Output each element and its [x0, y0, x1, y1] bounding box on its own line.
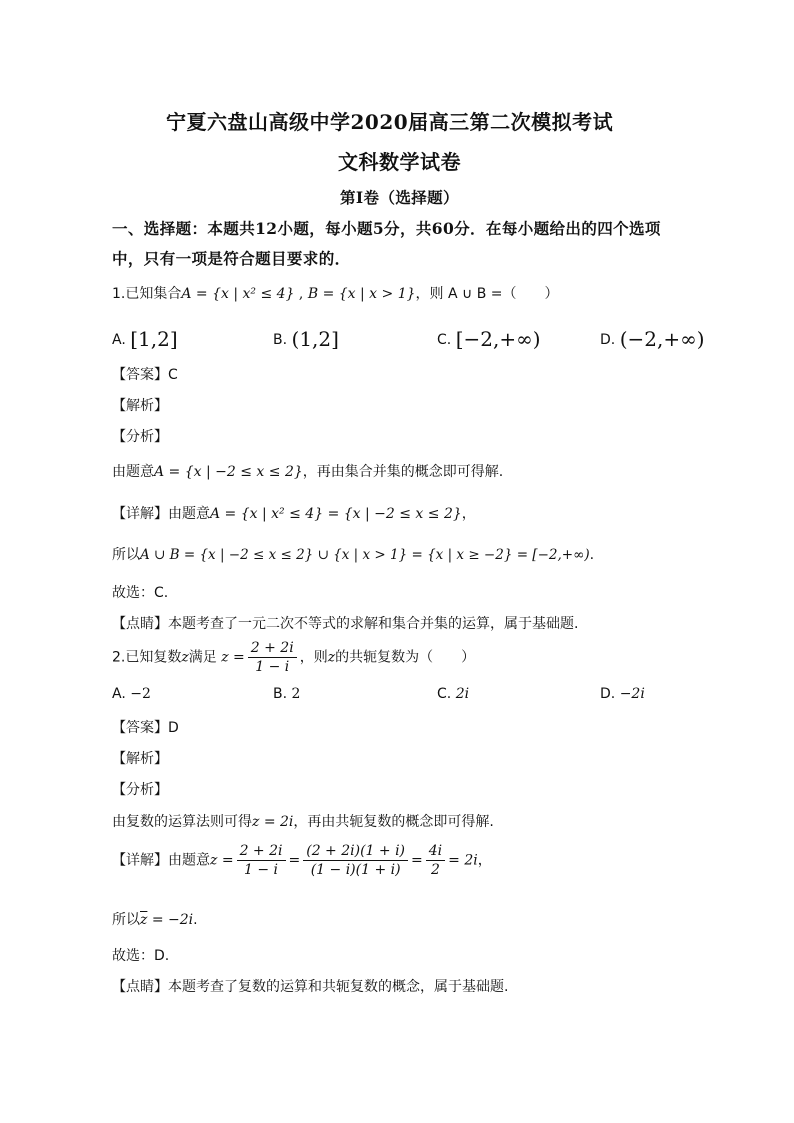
- formula-result: = 2i: [448, 852, 478, 869]
- equals-sign: =: [411, 852, 423, 869]
- q1-comma: ,: [294, 286, 308, 302]
- text: ，再由共轭复数的概念即可得解.: [293, 814, 494, 830]
- detail-tag: 【详解】: [112, 852, 168, 869]
- q2-stem: [112, 639, 475, 676]
- q1-set-a: A = {x | x² ≤ 4}: [181, 286, 295, 302]
- section-instructions-line1: 一、选择题：本题共12小题，每小题5分，共60分．在每小题给出的四个选项: [112, 219, 661, 238]
- q1-option-d: [600, 327, 705, 351]
- q1-prefix: 1.已知集合: [112, 286, 182, 302]
- text: .: [589, 547, 595, 563]
- q2-fenxi: [112, 811, 494, 831]
- fraction-denominator: 1 − i: [255, 659, 290, 675]
- fraction-denominator: 2: [431, 862, 440, 878]
- fraction-1: [237, 842, 286, 879]
- answer-tag: 【答案】: [112, 720, 168, 736]
- detail-tag: 【详解】: [112, 506, 168, 522]
- q1-set-b: B = {x | x > 1}: [307, 286, 416, 302]
- q2-comment: [112, 976, 508, 996]
- q2-option-b: [273, 686, 300, 702]
- option-label: B.: [273, 332, 288, 348]
- fraction-denominator: 1 − i: [244, 862, 279, 878]
- q2-option-a: [112, 686, 151, 702]
- answer-value: C: [168, 367, 178, 383]
- option-value: 2i: [455, 686, 470, 702]
- q1-fenxi-tag: 【分析】: [112, 429, 168, 445]
- text: 所以: [112, 547, 140, 563]
- fraction-numerator: (2 + 2i)(1 + i): [303, 842, 408, 861]
- option-label: C.: [437, 686, 452, 702]
- formula: A = {x | −2 ≤ x ≤ 2}: [154, 464, 303, 480]
- q1-option-b: [273, 327, 339, 351]
- text: 由题意: [112, 464, 154, 480]
- option-label: A.: [112, 686, 126, 702]
- option-value: −2: [130, 686, 151, 702]
- text: 所以: [112, 912, 140, 928]
- option-value: (1,2]: [291, 327, 339, 351]
- q2-analysis-tag: 【解析】: [112, 751, 168, 767]
- text: ，: [461, 506, 476, 522]
- option-label: D.: [600, 332, 616, 348]
- q2-choose: 故选：D.: [112, 948, 170, 964]
- text: ，: [477, 852, 492, 869]
- q1-detail: [112, 503, 476, 523]
- comment-tag: 【点睛】: [112, 979, 168, 995]
- formula: z = 2i: [252, 814, 294, 830]
- formula: A ∪ B = {x | −2 ≤ x ≤ 2} ∪ {x | x > 1} = {x | x ≥ −2} = [−2,+∞): [140, 547, 590, 563]
- z-bar: $\overline{z}$: [140, 912, 148, 928]
- option-value: −2i: [619, 686, 645, 702]
- q1-fenxi: [112, 461, 503, 481]
- q2-prefix: 2.已知复数: [112, 649, 182, 666]
- q1-choose: 故选：C.: [112, 585, 169, 601]
- q1-answer: [112, 364, 178, 384]
- fraction-denominator: (1 − i)(1 + i): [310, 862, 401, 878]
- comment-text: 本题考查了一元二次不等式的求解和集合并集的运算，属于基础题.: [168, 616, 579, 632]
- q1-ask: ，则 A ∪ B =（ ）: [415, 286, 559, 302]
- q2-so: [112, 909, 198, 929]
- section-instructions-line2: 中，只有一项是符合题目要求的．: [112, 249, 351, 268]
- equals-sign: =: [288, 852, 301, 869]
- formula: = −2i: [151, 912, 194, 928]
- answer-value: D: [168, 720, 179, 736]
- fraction-numerator: 2 + 2i: [248, 639, 297, 658]
- q1-stem: [112, 283, 559, 303]
- fraction-numerator: 4i: [426, 842, 445, 861]
- q2-lhs: z =: [221, 649, 245, 666]
- q2-ask-z: z: [327, 649, 336, 666]
- option-value: [−2,+∞): [455, 327, 541, 351]
- q2-fenxi-tag: 【分析】: [112, 782, 168, 798]
- option-label: B.: [273, 686, 288, 702]
- q2-answer: [112, 717, 179, 737]
- q1-option-a: [112, 327, 178, 351]
- option-value: 2: [291, 686, 301, 702]
- fraction-3: [426, 842, 445, 879]
- comment-text: 本题考查了复数的运算和共轭复数的概念，属于基础题.: [168, 979, 509, 995]
- formula: A = {x | x² ≤ 4} = {x | −2 ≤ x ≤ 2}: [210, 506, 462, 522]
- q1-so: [112, 544, 594, 564]
- exam-title: 宁夏六盘山高级中学2020届高三第二次模拟考试: [166, 110, 614, 134]
- volume-heading: 第I卷（选择题）: [340, 188, 459, 207]
- formula-lhs: z =: [210, 852, 234, 869]
- text: 由题意: [168, 852, 210, 869]
- q1-option-c: [437, 327, 541, 351]
- fraction-2: [303, 842, 408, 879]
- q2-fraction: [248, 639, 297, 676]
- exam-subtitle: 文科数学试卷: [338, 150, 461, 174]
- answer-tag: 【答案】: [112, 367, 168, 383]
- option-label: A.: [112, 332, 126, 348]
- q2-z: z: [181, 649, 189, 666]
- text: .: [193, 912, 198, 928]
- option-value: [1,2]: [130, 327, 178, 351]
- option-label: C.: [437, 332, 452, 348]
- comment-tag: 【点睛】: [112, 616, 168, 632]
- q2-detail: [112, 842, 492, 879]
- text: 由题意: [168, 506, 210, 522]
- option-label: D.: [600, 686, 616, 702]
- q2-option-d: [600, 686, 645, 702]
- text: ，再由集合并集的概念即可得解.: [302, 464, 504, 480]
- fraction-numerator: 2 + 2i: [237, 842, 286, 861]
- q2-ask-post: 的共轭复数为（ ）: [335, 649, 476, 666]
- option-value: (−2,+∞): [619, 327, 705, 351]
- q2-option-c: [437, 686, 469, 702]
- q2-ask-pre: ，则: [299, 649, 328, 666]
- text: 由复数的运算法则可得: [112, 814, 252, 830]
- q1-analysis-tag: 【解析】: [112, 398, 168, 414]
- q2-mid: 满足: [188, 649, 217, 666]
- q1-comment: [112, 613, 578, 633]
